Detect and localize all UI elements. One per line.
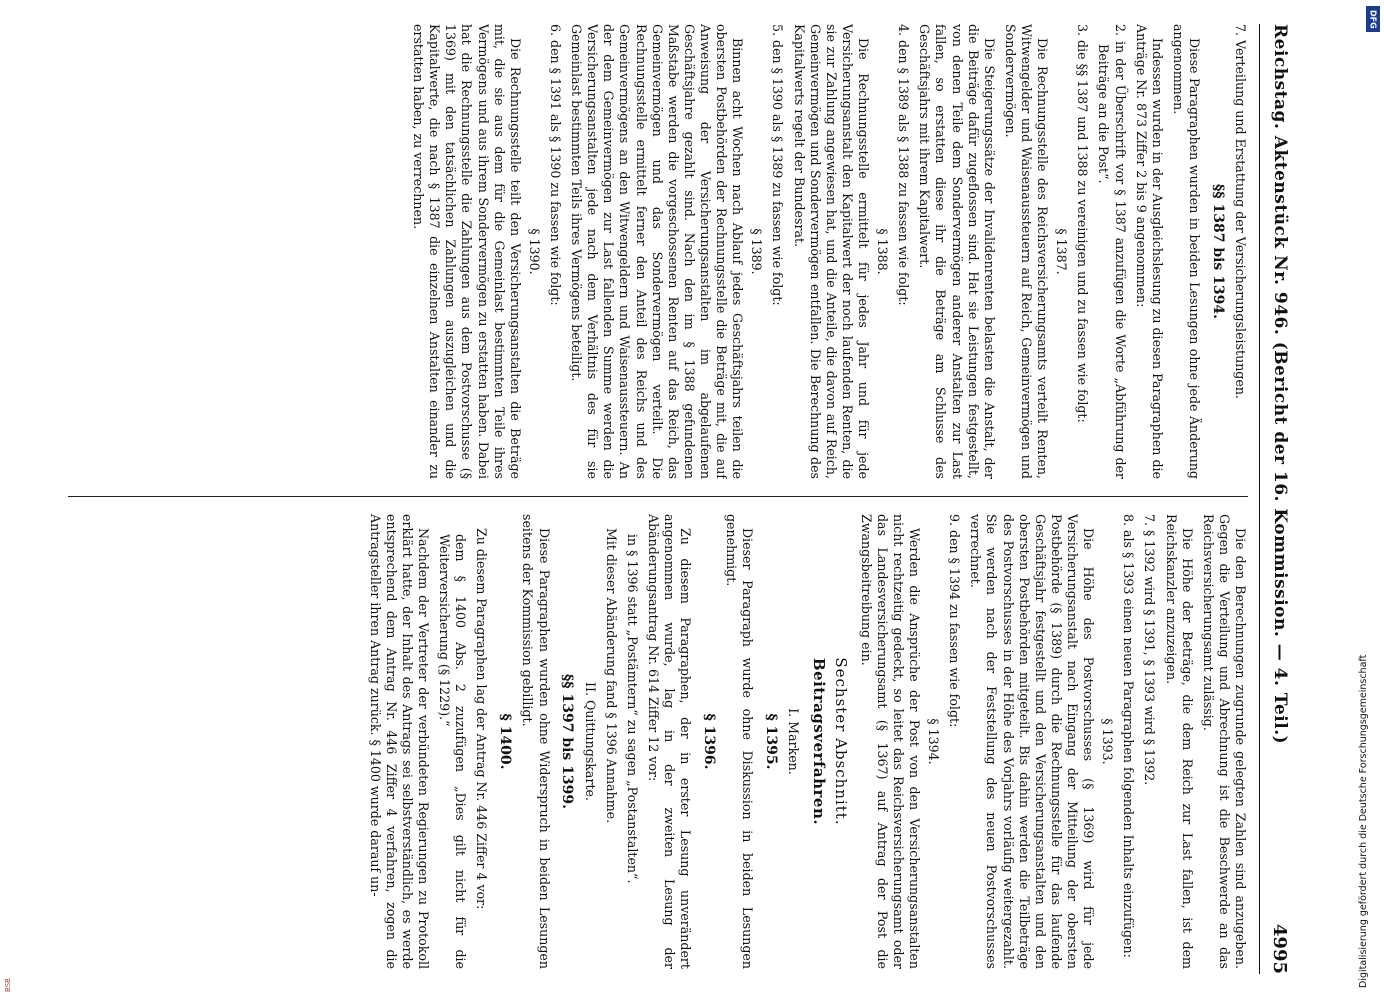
column-divider: [68, 496, 1248, 497]
right-column-paragraph: § 1393.: [1100, 718, 1116, 765]
right-column-paragraph: I. Marken.: [786, 708, 802, 775]
left-column-paragraph: § 1388.: [875, 228, 891, 275]
left-column: [68, 24, 1248, 479]
left-column-paragraph: Die Rechnungsstelle teilt den Versicherungsanstalten die Beträge mit, die sie aus dem für die Gemeinlast bestimmten Teile ihres Vermögens und aus ihrem Sondervermögen zu erstatten haben. Dabei hat die Rechnungsstelle die Zahlungen aus dem Postvorschusse (§ 1369) mit den tatsächlichen Zahlungen auszugleichen und die Kapitalwerte, die nach § 1387 die einzelnen Anstalten einander zu erstatten haben, zu verrechnen.: [411, 24, 523, 479]
left-column-paragraph: 3. die §§ 1387 und 1388 zu vereinigen und zu fassen wie folgt:: [1075, 24, 1091, 423]
left-column-paragraph: Die Steigerungssätze der Invalidenrenten belasten die Anstalt, der die Beiträge dafür zugeflossen sind. Hat sie Leistungen festgestellt, von denen Teile dem Sondervermögen anderer Anstalten zur Last fallen, so erstatten diese ihr die Beträge am Schlusse des Geschäftsjahrs mit ihrem Kapitalwert.: [917, 24, 997, 479]
right-column-paragraph: in § 1396 statt „Postämtern“ zu sagen „Postanstalten“.: [624, 534, 640, 884]
page-header: [1259, 24, 1300, 974]
right-column-paragraph: II. Quittungskarte.: [582, 682, 598, 801]
right-column-paragraph: §§ 1397 bis 1399.: [559, 673, 576, 810]
left-column-paragraph: §§ 1387 bis 1394.: [1209, 183, 1226, 320]
left-column-paragraph: 5. den § 1390 als § 1389 zu fassen wie folgt:: [770, 24, 786, 306]
left-column-paragraph: § 1390.: [526, 228, 542, 275]
right-column-paragraph: 9. den § 1394 zu fassen wie folgt:: [947, 514, 963, 728]
right-column-paragraph: Die Höhe des Postvorschusses (§ 1369) wird für jede Versicherungsanstalt nach Eingang der Mitteilung der obersten Postbehörde (§ 1389) durch die Rechnungsstelle für das laufende Geschäftsjahr festgestellt und den Versicherungsanstalten und den obersten Postbehörden mitgeteilt. Bis dahin werden die Teilbeträge des Postvorschusses in der Höhe des Vorjahrs vorläufig weitergezahlt. Sie werden nach der Feststellung des neuen Postvorschusses verrechnet.: [968, 514, 1097, 969]
page-number: 4995: [1269, 923, 1291, 974]
right-column-paragraph: Zu diesem Paragraphen, der in erster Lesung unverändert angenommen wurde, lag in der zweiten Lesung der Abänderungsantrag Nr. 614 Ziffer 12 vor:: [645, 514, 694, 969]
right-column-paragraph: Beitragsverfahren.: [810, 657, 829, 826]
left-column-paragraph: 6. den § 1391 als § 1390 zu fassen wie folgt:: [548, 24, 564, 306]
dfg-logo: DFG: [1366, 6, 1380, 32]
right-column-paragraph: § 1394.: [926, 718, 942, 765]
right-column-paragraph: 7. § 1392 wird § 1391, § 1393 wird § 1392.: [1142, 514, 1158, 786]
right-column-paragraph: § 1396.: [700, 713, 717, 770]
rotated-document-page: [60, 24, 1300, 974]
left-column-paragraph: § 1387.: [1054, 228, 1070, 275]
digitization-credit: Digitalisierung gefördert durch die Deutsche Forschungsgemeinschaft: [1358, 654, 1369, 988]
left-column-paragraph: 4. den § 1389 als § 1388 zu fassen wie folgt:: [896, 24, 912, 306]
right-column-paragraph: 8. als § 1393 einen neuen Paragraphen folgenden Inhalts einzufügen:: [1121, 514, 1137, 958]
left-column-paragraph: 2. in der Überschrift vor § 1387 anzufügen die Worte „Abführung der Beiträge an die Post“.: [1096, 24, 1128, 479]
right-column-paragraph: Zu diesem Paragraphen lag der Antrag Nr. 446 Ziffer 4 vor:: [474, 528, 490, 910]
right-column-paragraph: Die Höhe der Beträge, die dem Reich zur Last fallen, ist dem Reichskanzler anzuzeigen.: [1163, 514, 1195, 969]
header-title: Reichstag. Aktenstück Nr. 946. (Bericht der 16. Kommission. — 4. Teil.): [1270, 24, 1290, 745]
right-column-paragraph: § 1400.: [497, 713, 514, 770]
left-column-paragraph: Binnen acht Wochen nach Ablauf jedes Geschäftsjahrs teilen die obersten Postbehörden der Rechnungsstelle die Beträge mit, die auf Anweisung der Versicherungsanstalten im abgelaufenen Geschäftsjahre gezahlt sind. Nach den im § 1388 gefundenen Maßstabe werden die vorgeschossenen Renten auf das Reich, das Gemeinvermögen und das Sondervermögen verteilt. Die Rechnungsstelle ermittelt ferner den Anteil des Reichs und des Gemeinvermögens an den Witwengeldern und Waisenaussteuern. An der dem Gemeinvermögen zur Last fallenden Summe werden die Versicherungsanstalten jede nach dem Verhältnis des für sie Gemeinlast bestimmten Teils ihres Vermögens beteiligt.: [569, 24, 746, 479]
left-column-paragraph: 7. Verteilung und Erstattung der Versicherungsleistungen.: [1233, 24, 1248, 399]
right-column-paragraph: Werden die Ansprüche der Post von den Versicherungsanstalten nicht rechtzeitig gedeckt, so leitet das Reichsversicherungsamt oder das Landesversicherungsamt (§ 1367) auf Antrag der Post die Zwangsbeitreibung ein.: [858, 514, 923, 969]
left-column-paragraph: Die Rechnungsstelle ermittelt für jedes Jahr und für jede Versicherungsanstalt den Kapitalwert der noch laufenden Renten, die sie zur Zahlung angewiesen hat, und die Anteile, die davon auf Reich, Gemeinvermögen und Sondervermögen entfallen. Die Berechnung des Kapitalwerts regelt der Bundesrat.: [791, 24, 872, 479]
right-column-paragraph: Nachdem der Vertreter der verbündeten Regierungen zu Protokoll erklärt hatte, der Inhalt des Antrags sei selbstverständlich, es werde entsprechend dem Antrag Nr. 446 Ziffer 4 verfahren, zogen die Antragsteller ihren Antrag zurück. § 1400 wurde darauf un-: [367, 514, 432, 969]
right-column-paragraph: Mit dieser Abänderung fand § 1396 Annahme.: [603, 528, 619, 824]
left-column-paragraph: § 1389.: [749, 228, 765, 275]
right-column-paragraph: § 1395.: [763, 713, 780, 770]
left-column-paragraph: Indessen wurden in der Ausgleichslesung zu diesen Paragraphen die Anträge Nr. 873 Ziffer 2 bis 9 angenommen:: [1133, 24, 1165, 479]
right-column: [68, 514, 1248, 969]
right-column-paragraph: Diese Paragraphen wurden ohne Widerspruch in beiden Lesungen seitens der Kommission gebilligt.: [520, 514, 552, 969]
right-column-paragraph: Sechster Abschnitt.: [831, 657, 850, 826]
left-column-paragraph: Die Rechnungsstelle des Reichsversicherungsamts verteilt Renten, Witwengelder und Waisenaussteuern auf Reich, Gemeinvermögen und Sondervermögen.: [1002, 24, 1051, 479]
bsb-mark: BSB: [4, 978, 12, 992]
right-column-paragraph: Dieser Paragraph wurde ohne Diskussion in beiden Lesungen genehmigt.: [724, 514, 756, 969]
left-column-paragraph: Diese Paragraphen wurden in beiden Lesungen ohne jede Änderung angenommen.: [1170, 24, 1202, 479]
right-column-paragraph: dem § 1400 Abs. 2 zuzufügen „Dies gilt nicht für die Weiterversicherung (§ 1229).“: [437, 534, 469, 969]
right-column-paragraph: Die den Berechnungen zugrunde gelegten Zahlen sind anzugeben. Gegen die Verteilung und Abrechnung ist die Beschwerde an das Reichsversicherungsamt zulässig.: [1200, 514, 1248, 969]
